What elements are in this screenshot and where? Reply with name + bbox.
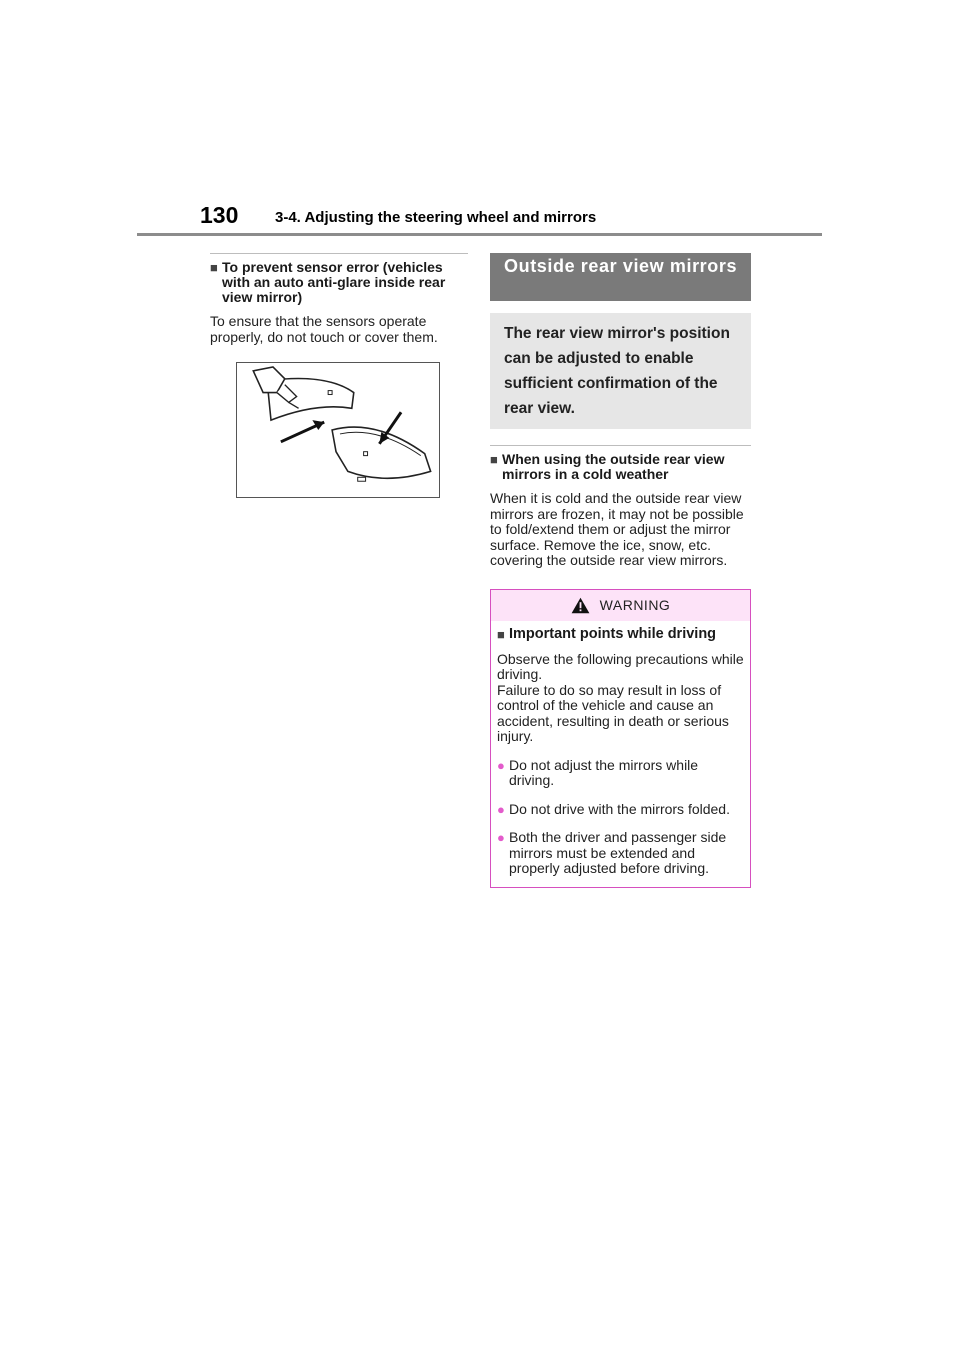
list-item [497, 802, 744, 818]
warning-box [490, 589, 751, 888]
cold-weather-body: When it is cold and the outside rear view mirrors are frozen, it may not be possible to fold/extend them or adjust the mirror surface. Remove the ice, snow, etc. covering the outside rear view mirrors. [490, 490, 744, 568]
square-bullet-icon: ■ [497, 626, 505, 642]
list-item-text: Do not adjust the mirrors while driving. [509, 756, 699, 788]
warning-intro [497, 652, 744, 745]
square-bullet-icon: ■ [490, 452, 498, 467]
warning-heading [497, 627, 744, 642]
square-bullet-icon: ■ [210, 260, 218, 275]
warning-intro-line: Observe the following precautions while driving. [497, 650, 744, 682]
sensor-error-body: To ensure that the sensors operate properly, do not touch or cover them. [210, 313, 438, 345]
right-column [490, 253, 751, 888]
header-divider [137, 233, 822, 236]
warning-heading-text: Important points while driving [509, 625, 717, 642]
outside-mirrors-intro: The rear view mirror's position can be adjusted to enable sufficient confirmation of the rear view. [490, 313, 751, 429]
list-item-text: Do not drive with the mirrors folded. [509, 800, 730, 817]
section-divider [490, 445, 751, 446]
list-item [497, 758, 744, 789]
section-divider [210, 253, 468, 254]
bullet-dot-icon: ● [497, 757, 505, 773]
rear-view-mirror-illustration [236, 362, 440, 498]
warning-consequence: Failure to do so may result in loss of control of the vehicle and cause an accident, resulting in death or serious injury. [497, 681, 729, 744]
warning-triangle-icon [571, 597, 590, 614]
section-header: 3-4. Adjusting the steering wheel and mirrors [275, 209, 597, 226]
sensor-error-heading-text: To prevent sensor error (vehicles with an auto anti-glare inside rear view mirror) [222, 259, 446, 305]
left-column [210, 253, 468, 498]
warning-header [491, 590, 750, 621]
warning-body [491, 621, 750, 887]
mirror-sensor-icon [237, 363, 439, 497]
bullet-dot-icon: ● [497, 801, 505, 817]
sensor-error-heading [210, 260, 468, 305]
list-item-text: Both the driver and passenger side mirrors must be extended and properly adjusted before driving. [509, 829, 727, 876]
list-item [497, 830, 744, 877]
outside-mirrors-title: Outside rear view mirrors [490, 253, 751, 301]
warning-label: WARNING [599, 597, 671, 613]
page-number: 130 [200, 202, 239, 228]
cold-weather-heading [490, 452, 751, 482]
bullet-dot-icon: ● [497, 830, 505, 845]
cold-weather-heading-text: When using the outside rear view mirrors in a cold weather [502, 451, 725, 482]
